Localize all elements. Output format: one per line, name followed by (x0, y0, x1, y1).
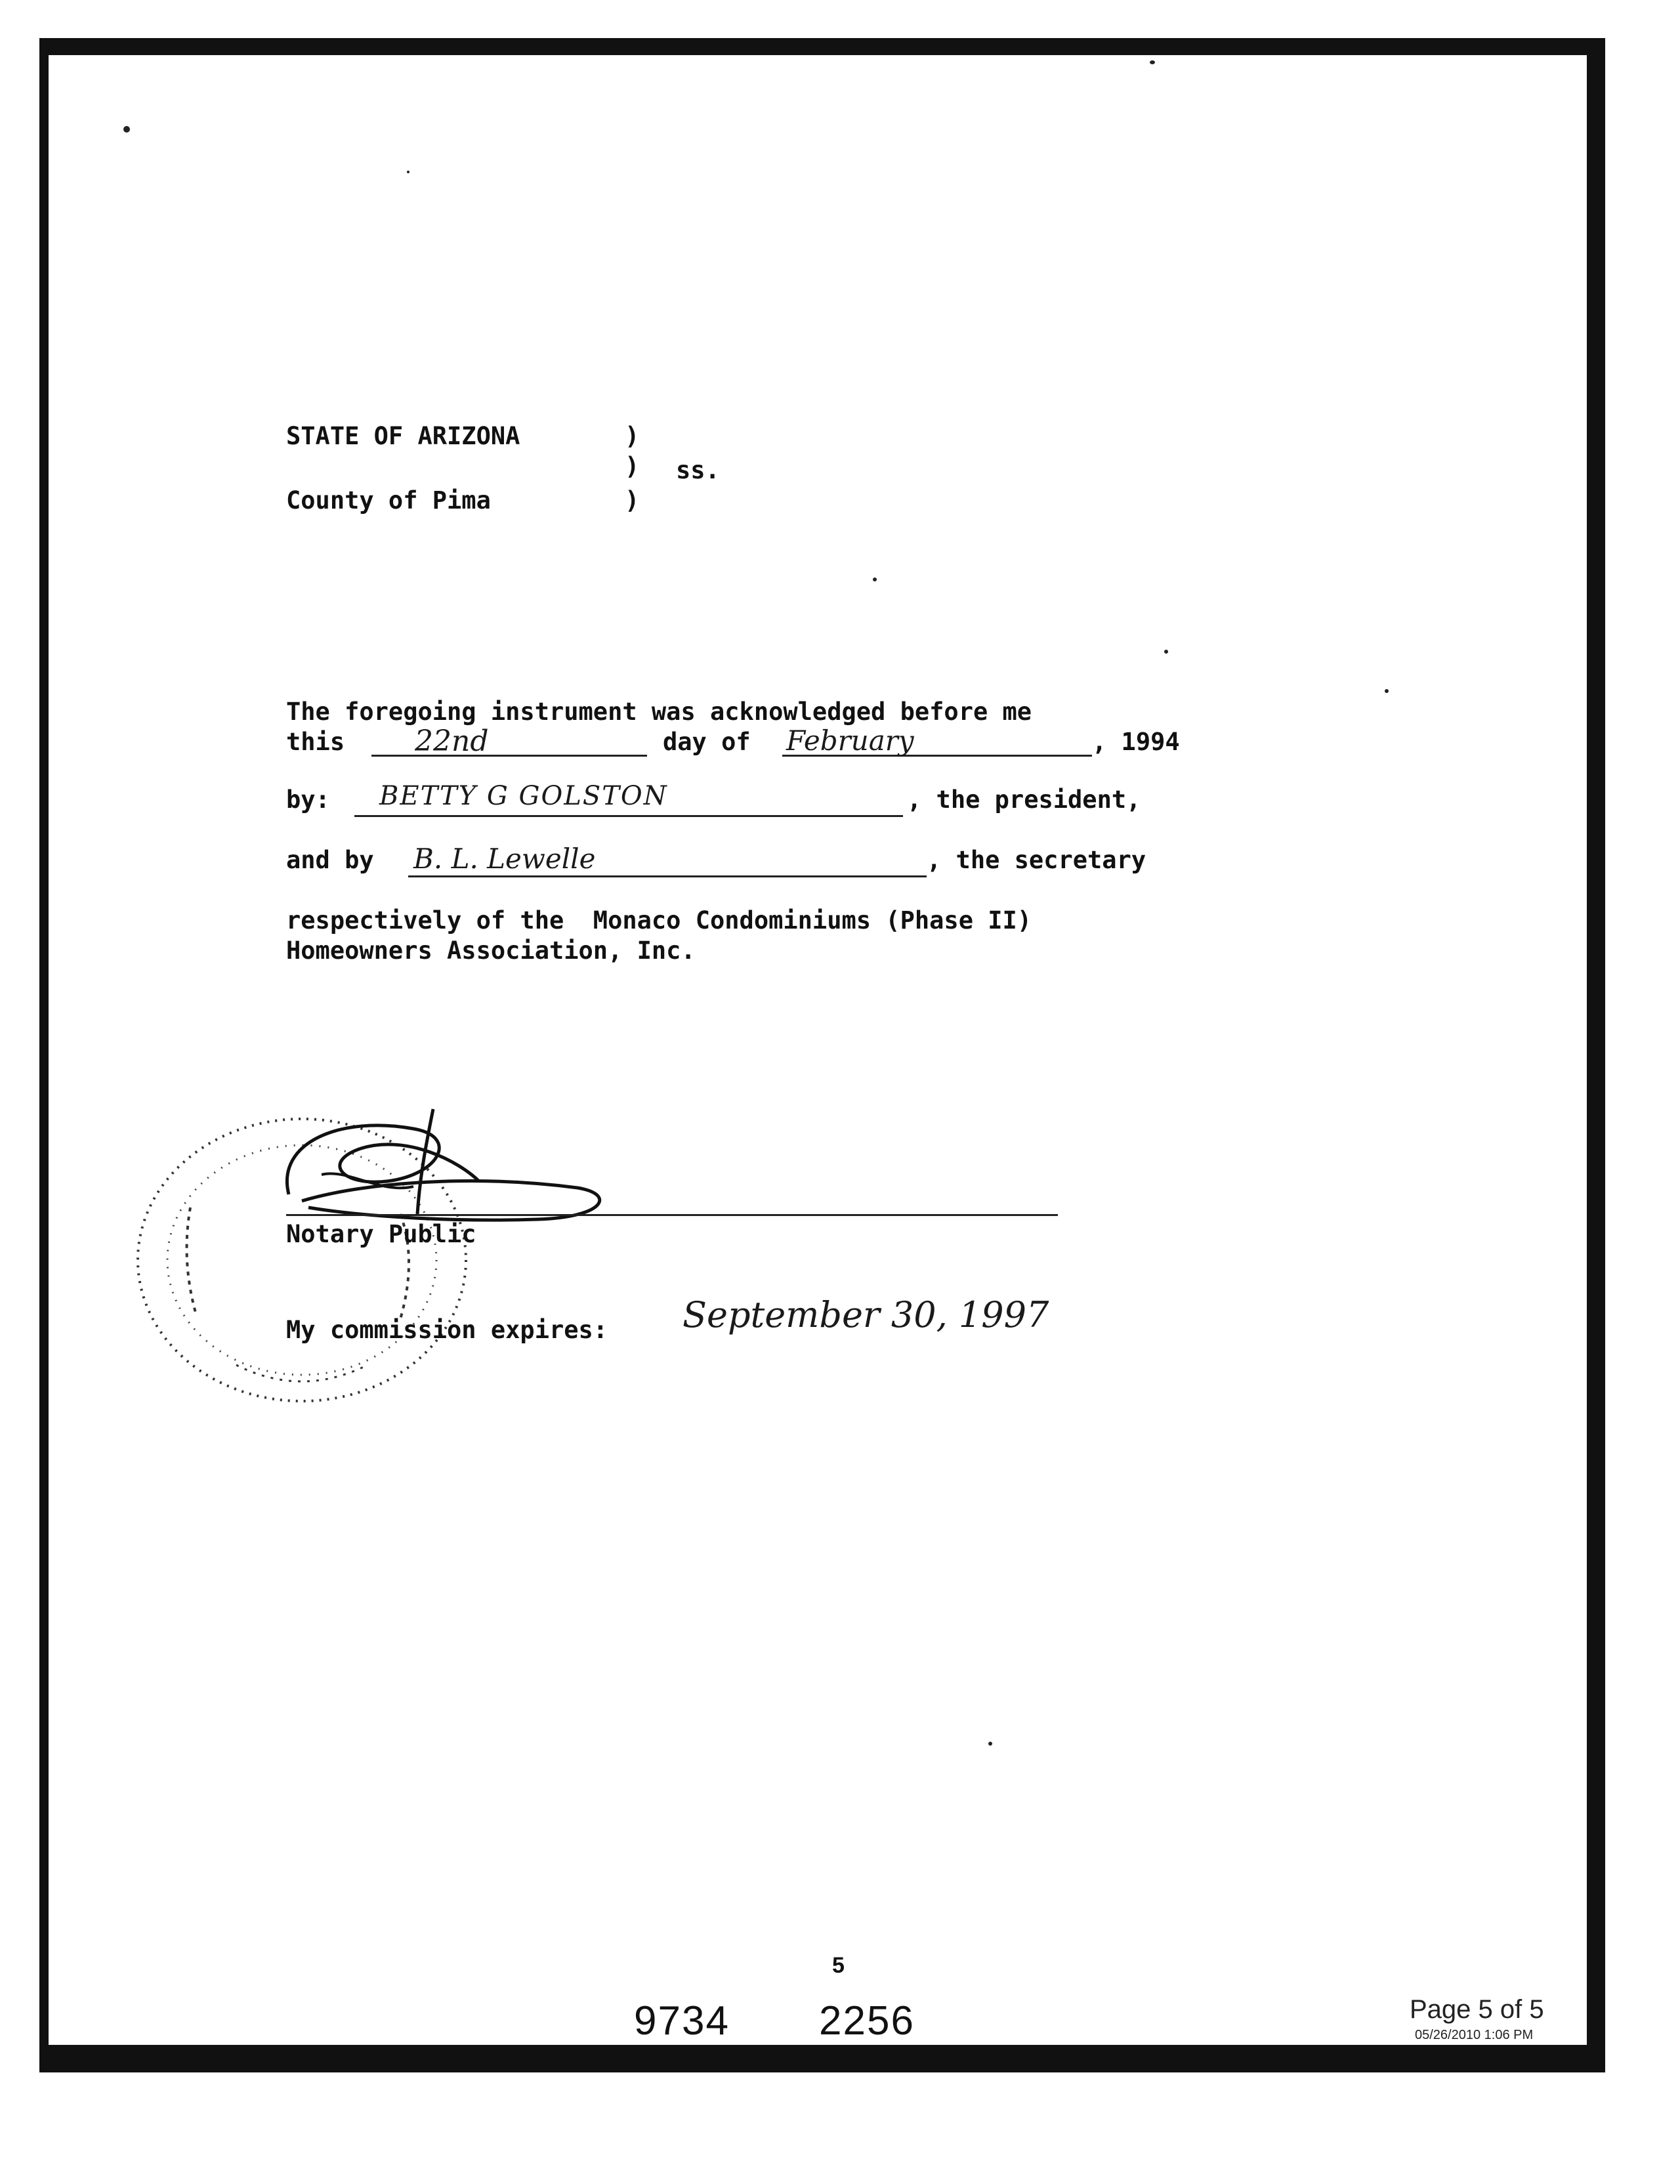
ack-line-1: The foregoing instrument was acknowledged before me (286, 698, 1032, 726)
scan-speck (988, 1742, 992, 1746)
page-of-label: Page 5 of 5 (1410, 1995, 1544, 2024)
book-number: 9734 (634, 1998, 730, 2044)
respectively-line-2: Homeowners Association, Inc. (286, 936, 696, 965)
state-label: STATE OF ARIZONA (286, 422, 520, 450)
paren-1: ) (625, 422, 640, 450)
scan-speck (407, 171, 410, 173)
paren-3: ) (625, 486, 640, 514)
by-label: by: (286, 786, 330, 814)
respectively-line-1: respectively of the Monaco Condominiums (Phase II) (286, 906, 1032, 934)
notary-label: Notary Public (286, 1220, 476, 1248)
day-of-label: day of (663, 728, 751, 756)
scanned-page (39, 38, 1605, 2072)
scan-speck (123, 126, 130, 133)
commission-label: My commission expires: (286, 1316, 608, 1344)
month-handwritten: February (786, 724, 914, 757)
day-handwritten: 22nd (415, 724, 489, 758)
print-timestamp: 05/26/2010 1:06 PM (1415, 2028, 1534, 2042)
year-label: , 1994 (1092, 728, 1180, 756)
commission-date: September 30, 1997 (682, 1294, 1049, 1335)
page-number: 5 (832, 1953, 845, 1978)
scan-speck (873, 578, 877, 581)
paren-2: ) (625, 452, 640, 480)
page-reference: 2256 (819, 1998, 915, 2044)
this-label: this (286, 728, 345, 756)
county-label: County of Pima (286, 486, 491, 514)
and-by-label: and by (286, 846, 374, 874)
secretary-suffix: , the secretary (927, 846, 1146, 874)
ss-label: ss. (676, 456, 720, 484)
president-blank (354, 815, 903, 817)
scan-speck (1385, 689, 1389, 693)
president-signature: BETTY G GOLSTON (379, 781, 668, 811)
day-blank (371, 755, 647, 757)
president-suffix: , the president, (907, 786, 1141, 814)
notary-signature-line (286, 1214, 1058, 1216)
scan-speck (1164, 650, 1168, 654)
secretary-signature: B. L. Lewelle (413, 843, 596, 875)
secretary-blank (408, 875, 927, 877)
scan-speck (1150, 60, 1155, 64)
